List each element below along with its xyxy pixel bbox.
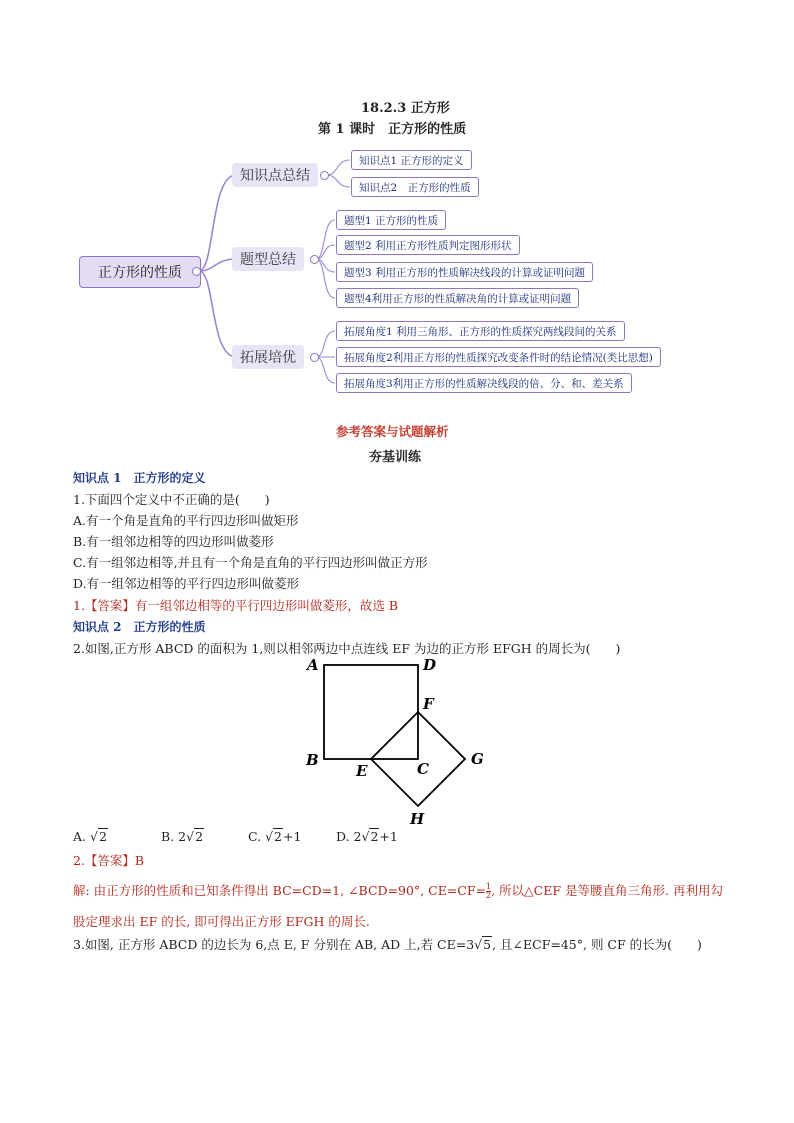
connector-ext-1 [316,331,335,357]
q2-option-d: D. 2√2+1 [336,829,398,844]
connector-root-extend [199,271,236,357]
label-d: D [423,656,437,674]
connector-type-4 [316,259,335,298]
fraction-one-half: $\frac{1}{2}$ [486,882,492,900]
label-h: H [410,810,425,824]
q1-option-a: A.有一个角是直角的平行四边形叫做矩形 [73,513,299,528]
label-e: E [356,762,368,780]
collapse-dot-types[interactable] [310,255,319,264]
leaf-kp-2: 知识点2 正方形的性质 [351,177,479,197]
label-f: F [423,695,434,713]
q2-geometry-figure [300,654,500,824]
q3-stem: 3.如图, 正方形 ABCD 的边长为 6,点 E, F 分别在 AB, AD 上,若 CE=3√5, 且∠ECF=45°, 则 CF 的长为( ) [73,937,702,952]
label-c: C [417,760,429,778]
label-b: B [306,751,319,769]
leaf-ext-2: 拓展角度2利用正方形的性质探究改变条件时的结论情况(类比思想) [336,347,661,367]
connector-ext-3 [316,357,335,383]
q2-explanation-line2: 股定理求出 EF 的长, 即可得出正方形 EFGH 的周长. [73,914,370,929]
q2-explanation-line1: 解: 由正方形的性质和已知条件得出 BC=CD=1, ∠BCD=90°, CE=CF= $\frac{1}{2}$ , 所以△CEF 是等腰直角三角形. 再利用勾 [73,882,723,900]
page-title: 18.2.3 正方形 [361,101,450,116]
label-g: G [471,750,484,768]
leaf-kp-1: 知识点1 正方形的定义 [351,150,472,170]
page-subtitle: 第 1 课时 正方形的性质 [318,122,467,137]
collapse-dot-knowledge[interactable] [320,171,329,180]
branch-extension: 拓展培优 [232,345,304,369]
leaf-ext-3: 拓展角度3利用正方形的性质解决线段的倍、分、和、差关系 [336,373,632,393]
leaf-type-4: 题型4利用正方形的性质解决角的计算或证明问题 [336,288,579,308]
q1-answer: 1.【答案】有一组邻边相等的平行四边形叫做菱形，故选 B [73,598,399,613]
branch-question-types: 题型总结 [232,247,304,271]
q1-option-d: D.有一组邻边相等的平行四边形叫做菱形 [73,576,300,591]
training-title: 夯基训练 [369,450,422,465]
q2-option-a: A. √2 [73,829,107,844]
q2-option-c: C. √2+1 [248,829,302,844]
q2-stem: 2.如图,正方形 ABCD 的面积为 1,则以相邻两边中点连线 EF 为边的正方形 EFGH 的周长为( ) [73,641,621,656]
collapse-dot-root[interactable] [192,267,201,276]
connector-root-knowledge [199,175,236,271]
q2-option-b: B. 2√2 [161,829,204,844]
q1-option-b: B.有一组邻边相等的四边形叫做菱形 [73,534,274,549]
leaf-ext-1: 拓展角度1 利用三角形、正方形的性质探究两线段间的关系 [336,321,625,341]
kp2-heading: 知识点 2 正方形的性质 [73,620,206,634]
kp1-heading: 知识点 1 正方形的定义 [73,471,206,485]
leaf-type-2: 题型2 利用正方形性质判定图形形状 [336,235,520,255]
square-abcd [324,665,418,759]
leaf-type-3: 题型3 利用正方形的性质解决线段的计算或证明问题 [336,262,593,282]
leaf-type-1: 题型1 正方形的性质 [336,210,446,230]
connector-type-1 [316,220,335,259]
mindmap-root: 正方形的性质 [79,256,201,288]
collapse-dot-extend[interactable] [310,353,319,362]
q2-answer: 2.【答案】B [73,853,145,868]
connector-kp-2 [327,175,350,187]
q1-option-c: C.有一组邻边相等,并且有一个角是直角的平行四边形叫做正方形 [73,555,428,570]
label-a: A [307,656,319,674]
connector-kp-1 [327,160,350,175]
branch-knowledge-summary: 知识点总结 [232,163,318,187]
reference-answers-title: 参考答案与试题解析 [336,424,449,439]
q1-stem: 1.下面四个定义中不正确的是( ) [73,492,270,507]
